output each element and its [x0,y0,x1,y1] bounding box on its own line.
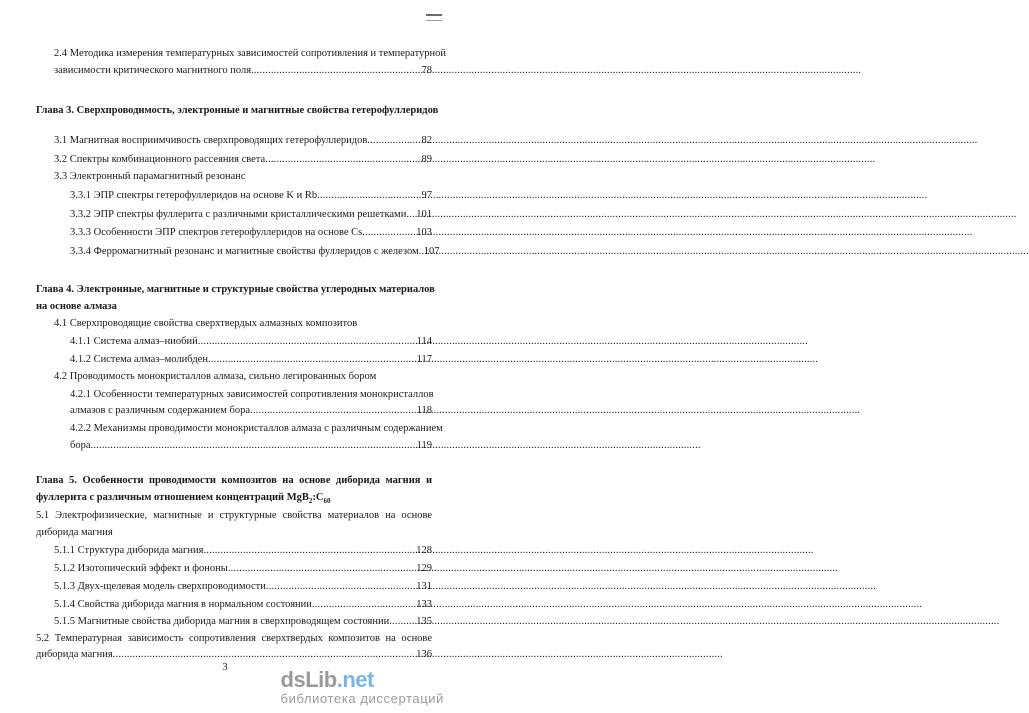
entry-title: Структура диборида магния [77,545,204,556]
leader-dots [265,153,420,167]
page-number: 3 [222,662,228,673]
toc-entry-5-1-5[interactable] [54,615,432,629]
entry-number: 3.3 [54,171,68,182]
toc-entry-4-2[interactable] [54,370,376,384]
toc-entry-5-2-line1 [36,632,432,646]
entry-title: ЭПР спектры гетерофуллеридов на основе K и Rb [93,190,318,201]
toc-entry-3-3-2[interactable] [70,208,432,222]
toc-entry-3-3-3[interactable] [70,226,432,240]
entry-number: 4.1 [54,318,68,329]
entry-title: Температурная зависимость сопротивления сверхтвердых композитов на основе [54,633,432,644]
entry-number: 3.1 [54,135,68,146]
toc-entry-4-1[interactable] [54,317,357,331]
leader-dots [362,226,415,240]
leader-dots [198,335,416,349]
page-ref: 78 [421,65,432,76]
toc-entry-3-3-4[interactable] [70,245,440,259]
leader-dots [251,64,420,78]
toc-entry-5-2[interactable] [36,648,432,662]
entry-number: 4.2.1 [70,389,91,400]
page-ref: 135 [416,616,432,627]
page-ref: 119 [416,440,432,451]
page-ref: 114 [416,336,432,347]
page-ref: 136 [416,649,432,660]
entry-number: 4.2.2 [70,423,91,434]
toc-entry-4-1-2[interactable] [70,353,432,367]
chapter-4-heading[interactable]: Глава 4. Электронные, магнитные и структурные свойства углеродных материалов [36,284,435,295]
entry-number: 3.3.1 [70,190,91,201]
entry-title: ЭПР спектры фуллерита с различными кристаллическими решетками [93,209,407,220]
entry-title: Электронный парамагнитный резонанс [69,171,246,182]
entry-number: 5.1.1 [54,545,75,556]
page-ref: 128 [416,545,432,556]
entry-number: 5.1.3 [54,581,75,592]
leader-dots [228,562,415,576]
page-ref: 103 [416,227,432,238]
toc-entry-5-1-2[interactable] [54,562,432,576]
toc-entry-3-2[interactable] [54,153,432,167]
entry-number: 2.4 [54,48,68,59]
entry-title: Методика измерения температурных зависимостей сопротивления и температурной [69,48,447,59]
entry-title: Свойства диборида магния в нормальном состоянии [77,599,312,610]
leader-dots [113,648,416,662]
page-ref: 131 [416,581,432,592]
leader-dots [208,353,416,367]
entry-title: Механизмы проводимости монокристаллов алмаза с различным содержанием [93,423,443,434]
entry-number: 4.1.1 [70,336,91,347]
entry-title: Проводимость монокристаллов алмаза, сильно легированных бором [69,371,377,382]
entry-number: 5.1.2 [54,563,75,574]
entry-title: Изотопический эффект и фононы [77,563,228,574]
entry-title: Спектры комбинационного рассеяния света [69,154,266,165]
chapter-5-heading[interactable]: Глава 5. Особенности проводимости композитов на основе диборида магния и [36,475,432,486]
entry-number: 3.2 [54,154,68,165]
toc-entry-4-2-1[interactable] [70,404,432,418]
entry-number: 5.1.4 [54,599,75,610]
entry-title: Особенности ЭПР спектров гетерофуллеридов на основе Cs [93,227,363,238]
entry-title: Магнитная восприимчивость сверхпроводящих гетерофуллеридов [69,135,368,146]
page-ref: 118 [416,405,432,416]
watermark-subtitle: библиотека диссертаций [280,691,444,706]
toc-entry-2-4-line1 [54,47,447,61]
page-ref: 89 [421,154,432,165]
entry-title: Особенности температурных зависимостей сопротивления монокристаллов [93,389,434,400]
toc-entry-3-3-1[interactable] [70,189,432,203]
entry-number: 4.2 [54,371,68,382]
page-ref: 101 [416,209,432,220]
entry-title: Двух-щелевая модель сверхпроводимости [77,581,266,592]
leader-dots [312,598,415,612]
toc-page [0,0,450,713]
toc-entry-4-1-1[interactable] [70,335,432,349]
leader-dots [406,208,415,222]
toc-entry-5-1-1[interactable] [54,544,432,558]
page-ref: 133 [416,599,432,610]
entry-title-cont: диборида магния [36,649,113,660]
toc-entry-5-1-3[interactable] [54,580,432,594]
entry-number: 5.2 [36,633,50,644]
page-ref: 117 [416,354,432,365]
entry-title: Электрофизические, магнитные и структурные свойства материалов на основе [55,510,432,521]
entry-title: Система алмаз–молибден [93,354,208,365]
toc-entry-5-1-line2: диборида магния [36,527,113,538]
entry-title: Ферромагнитный резонанс и магнитные свойства фуллеридов с железом [93,246,419,257]
leader-dots [203,544,415,558]
entry-number: 3.3.3 [70,227,91,238]
toc-entry-5-1-4[interactable] [54,598,432,612]
page-ref: 82 [421,135,432,146]
entry-number: 3.3.4 [70,246,91,257]
entry-title-cont: бора [70,440,91,451]
toc-entry-3-1[interactable] [54,134,432,148]
watermark-logo: dsLib.net [280,667,374,692]
chapter-4-heading-cont: на основе алмаза [36,301,117,312]
leader-dots [250,404,416,418]
leader-dots [91,439,416,453]
leader-dots [317,189,420,203]
page-ref: 107 [423,246,440,257]
dslib-watermark [281,668,444,706]
entry-number: 4.1.2 [70,354,91,365]
entry-number: 3.3.2 [70,209,91,220]
entry-title: Система алмаз–ниобий [93,336,198,347]
toc-entry-4-2-1-line1 [70,388,432,402]
scan-corner-mark [426,14,442,21]
toc-entry-5-1-line1[interactable] [36,509,432,523]
entry-number: 5.1 [36,510,50,521]
toc-entry-3-3[interactable] [54,170,246,184]
page-ref: 129 [416,563,432,574]
toc-entry-4-2-2[interactable] [70,439,432,453]
chapter-5-heading-cont: фуллерита с различным отношением концентраций $MgB_2:C_{60}$ [36,492,331,506]
leader-dots [367,134,420,148]
chapter-3-heading[interactable]: Глава 3. Сверхпроводимость, электронные и магнитные свойства гетерофуллеридов [36,105,439,116]
entry-title: Сверхпроводящие свойства сверхтвердых алмазных композитов [69,318,358,329]
leader-dots [266,580,415,594]
entry-title: Магнитные свойства диборида магния в сверхпроводящем состоянии [77,616,390,627]
page-ref: 97 [421,190,432,201]
leader-dots [389,615,415,629]
entry-title-cont: алмазов с различным содержанием бора [70,405,251,416]
entry-title-cont: зависимости критического магнитного поля [54,65,252,76]
entry-number: 5.1.5 [54,616,75,627]
toc-entry-4-2-2-line1 [70,422,443,436]
toc-entry-2-4[interactable] [54,64,432,78]
